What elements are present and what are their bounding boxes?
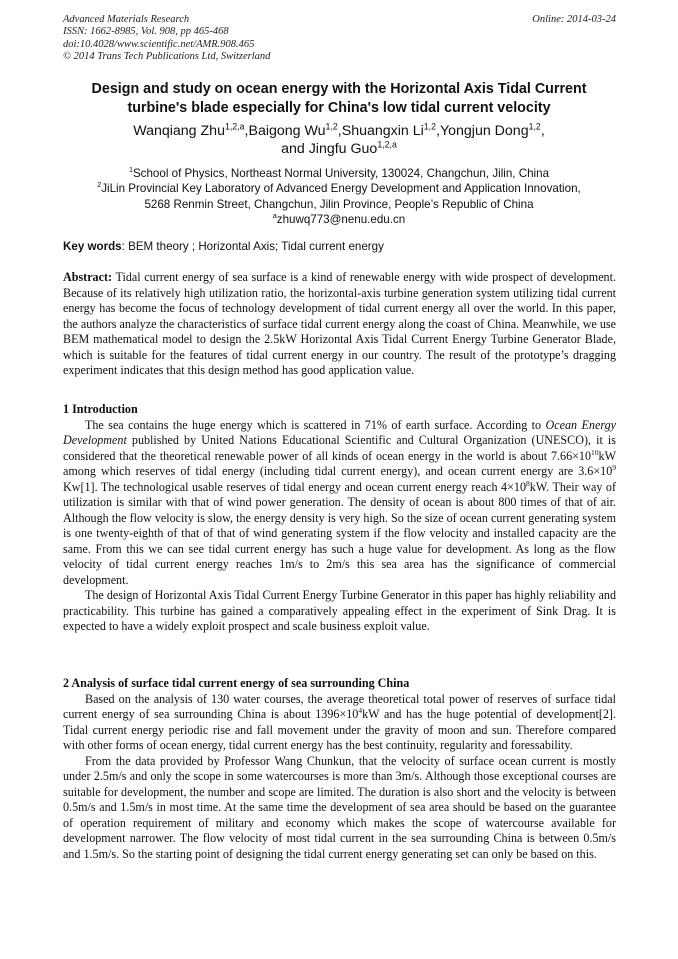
journal-header bbox=[63, 14, 616, 63]
author-line-1: Wanqiang Zhu$^{1,2,a}$,Baigong Wu$^{1,2}$,Shuangxin Li$^{1,2}$,Yongjun Dong$^{1,2}$, bbox=[133, 121, 545, 139]
author-affil-sup: 1,2 bbox=[528, 121, 541, 132]
section-analysis bbox=[63, 676, 616, 862]
exponent: 9 bbox=[612, 462, 616, 472]
abstract-text: Tidal current energy of sea surface is a kind of renewable energy with wide prospect of development. Because of its relatively high utilization ratio, the horizontal-axis turbine generation system utilizing tidal current energy has become the focus of technology development of tidal current energy all over the world. In this paper, the authors analyze the characteristics of surface tidal current energy along the coast of China. Meanwhile, we use BEM mathematical model to design the 2.5kW Horizontal Axis Tidal Current Energy Turbine Generator Blade, which is suitable for the features of tidal current energy in our country. The result of the prototype’s dragging experiment indicates that this design method has good application value. bbox=[63, 270, 616, 377]
paragraph bbox=[63, 418, 616, 589]
author-affil-sup: 1,2,a bbox=[377, 138, 397, 149]
affiliation-text: School of Physics, Northeast Normal University, 130024, Changchun, Jilin, China bbox=[132, 167, 550, 180]
keywords-text: : BEM theory ; Horizontal Axis; Tidal current energy bbox=[121, 240, 384, 253]
abstract-label: Abstract: bbox=[63, 270, 113, 284]
affiliation-sup: 2 bbox=[97, 180, 102, 190]
author-name: Wanqiang Zhu bbox=[133, 123, 225, 139]
section-heading: 1 Introduction bbox=[63, 402, 138, 416]
section-heading: 2 Analysis of surface tidal current energy of sea surrounding China bbox=[63, 676, 410, 690]
text-run: kW. Their way of utilization is similar with that of wind power generation. The density of ocean is about 800 times of that of air. Although the flow velocity is slow, the energy density is very high. So the size of ocean current generating system is one twenty-eighth of that of that of wind generating system if the flow velocity and installed capacity are the same. From this we can see tidal current energy has such a huge value for development. As long as the flow velocity of tidal current energy reaches 1m/s to 2m/s this sea area has the significance of commercial development. bbox=[63, 479, 616, 587]
online-date: Online: 2014-03-24 bbox=[532, 14, 616, 25]
text-run: kW among which reserves of tidal energy (including tidal current energy), and ocean current energy are 3.6×10 bbox=[63, 448, 616, 478]
doi-line: doi:10.4028/www.scientific.net/AMR.908.465 bbox=[63, 38, 255, 50]
contact-email bbox=[45, 212, 633, 227]
affiliations bbox=[45, 166, 633, 227]
affiliation-2 bbox=[45, 181, 633, 196]
issn-line: ISSN: 1662-8985, Vol. 908, pp 465-468 bbox=[63, 26, 229, 38]
text-run: The sea contains the huge energy which is scattered in 71% of earth surface. According to bbox=[85, 417, 546, 432]
text-run: Based on the analysis of 130 water courses, the average theoretical total power of reserves of surface tidal current energy of sea surrounding China is about 1396×10 bbox=[63, 691, 616, 721]
title-line-1: Design and study on ocean energy with the Horizontal Axis Tidal Current bbox=[91, 81, 587, 97]
section-introduction bbox=[63, 402, 616, 635]
affiliation-1 bbox=[45, 166, 633, 181]
paper-title bbox=[40, 80, 638, 117]
author-name: Jingfu Guo bbox=[308, 140, 378, 157]
affiliation-sup: 1 bbox=[128, 165, 133, 175]
author-affil-sup: 1,2,a bbox=[224, 121, 245, 132]
email-text: zhuwq773@nenu.edu.cn bbox=[276, 212, 406, 226]
text-run: published by United Nations Educational Scientific and Cultural Organization (UNESCO), it is considered that the theoretical renewable power of all kinds of ocean energy in the world is about 7.66×10 bbox=[63, 433, 616, 463]
author-affil-sup: 1,2 bbox=[325, 121, 338, 132]
exponent: 4 bbox=[358, 705, 363, 715]
keywords-label: Key words bbox=[63, 240, 122, 253]
exponent: 8 bbox=[526, 478, 530, 488]
affiliation-2-address: 5268 Renmin Street, Changchun, Jilin Province, People’s Republic of China bbox=[144, 197, 534, 211]
author-name: Yongjun Dong bbox=[439, 123, 529, 139]
title-line-2: turbine's blade especially for China's low tidal current velocity bbox=[127, 99, 551, 116]
text-run: kW and has the huge potential of development[2]. Tidal current energy periodic rise and fall movement under the gravity of moon and sun. Therefore compared with other forms of ocean energy, tidal current energy has the best continuity, regularity and foressability. bbox=[63, 707, 616, 752]
text-run: Kw[1]. The technological usable reserves of tidal energy and ocean current energy reach 4×10 bbox=[63, 479, 527, 494]
paragraph: From the data provided by Professor Wang Chunkun, that the velocity of surface ocean current is mostly under 2.5m/s and only the scope in some watercourses is more than 3m/s. Although those exceptional courses are suitable for development, the number and scope are limited. The duration is also short and the velocity is between 0.5m/s and 1.5m/s in most time. At the same time the development of sea area should be based on the guarantee of operation requirement of military and economy which makes the scope of watercourse available for development narrower. The flow velocity of most tidal current in the sea surrounding China is between 0.5m/s and 1.5m/s. So the starting point of designing the tidal current energy generating set can only be based on this. bbox=[63, 753, 616, 861]
author-line-2 bbox=[60, 138, 618, 159]
affiliation-text: JiLin Provincial Key Laboratory of Advanced Energy Development and Application Innovation, bbox=[101, 182, 581, 196]
email-sup: a bbox=[272, 211, 277, 221]
author-name: Baigong Wu bbox=[248, 123, 326, 139]
exponent: 10 bbox=[591, 447, 599, 457]
copyright-line: © 2014 Trans Tech Publications Ltd, Switzerland bbox=[63, 50, 271, 62]
author-name: Shuangxin Li bbox=[341, 123, 424, 139]
journal-name: Advanced Materials Research bbox=[63, 14, 190, 25]
author-conjunction: and bbox=[281, 140, 309, 157]
book-title: Ocean Energy Development bbox=[63, 417, 616, 447]
keywords bbox=[63, 239, 616, 254]
author-list bbox=[60, 123, 618, 158]
abstract bbox=[63, 270, 616, 379]
author-affil-sup: 1,2 bbox=[423, 121, 437, 132]
paragraph: The design of Horizontal Axis Tidal Current Energy Turbine Generator in this paper has highly reliability and practicability. This turbine has gained a comparatively appealing effect in the experiment of Sink Drag. It is expected to have a widely exploit prospect and scale business exploit value. bbox=[63, 588, 616, 633]
paragraph bbox=[63, 692, 616, 754]
